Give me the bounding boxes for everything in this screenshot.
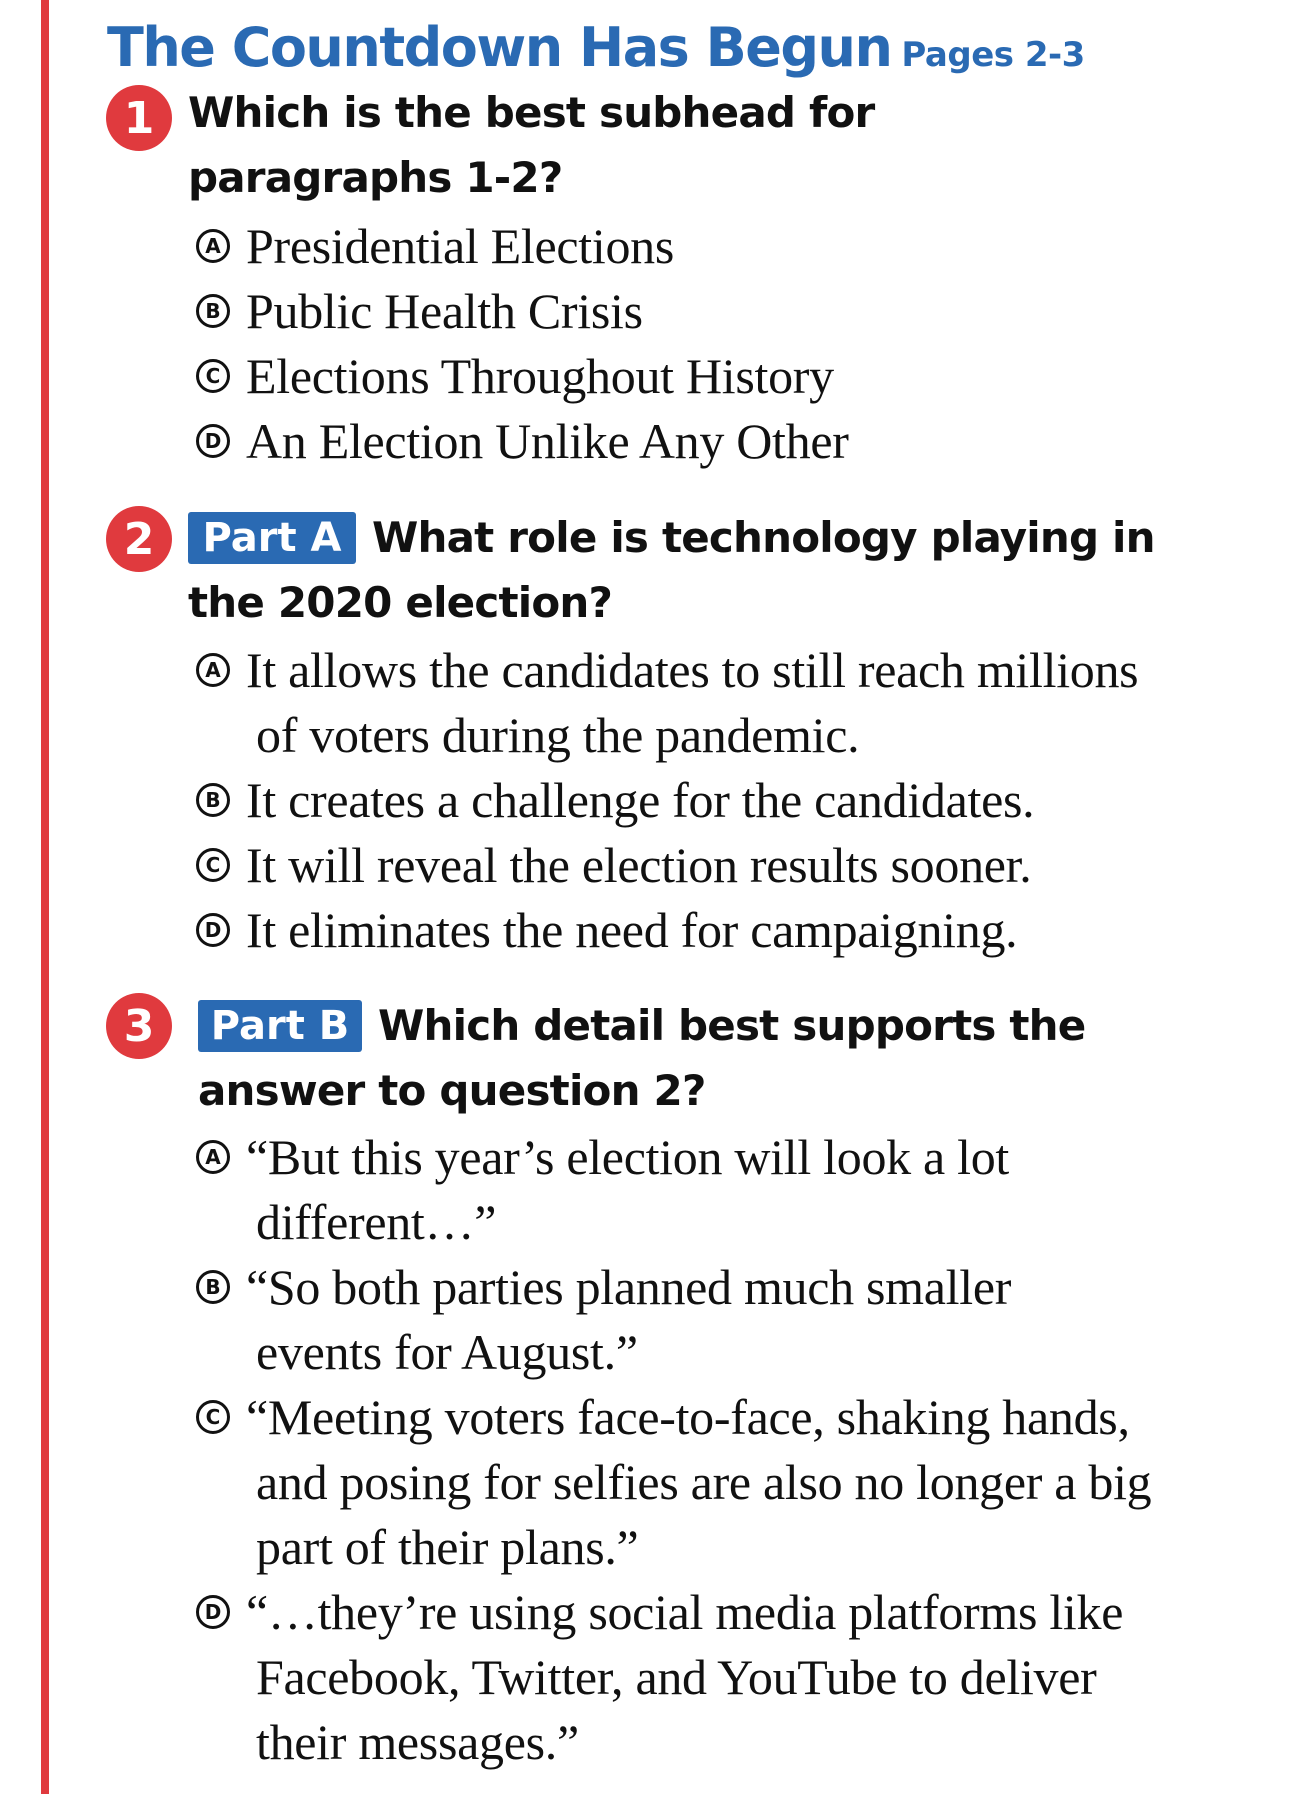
question-number-badge: 2 [106, 506, 172, 572]
option-text: Public Health Crisis [246, 283, 643, 339]
option-letter-circle: B [196, 1270, 230, 1304]
option-text: An Election Unlike Any Other [246, 413, 849, 469]
answer-option[interactable] [196, 771, 1034, 829]
option-letter-circle: D [196, 424, 230, 458]
option-text-continued: part of their plans.” [256, 1519, 639, 1575]
question-stem: paragraphs 1-2? [188, 153, 563, 202]
question-number-badge: 3 [106, 993, 172, 1059]
option-letter-circle: A [196, 229, 230, 263]
article-title: The Countdown Has Begun [107, 16, 892, 79]
answer-option[interactable] [196, 282, 643, 340]
question-stem: answer to question 2? [198, 1066, 706, 1115]
option-text: “But this year’s election will look a lot [246, 1129, 1010, 1185]
option-letter-circle: C [196, 848, 230, 882]
page-reference: Pages 2-3 [901, 35, 1085, 75]
question-stem: Which is the best subhead for [188, 88, 875, 137]
answer-option[interactable] [196, 836, 1031, 894]
question-stem: the 2020 election? [188, 578, 613, 627]
option-text-continued: their messages.” [256, 1714, 579, 1770]
option-letter-circle: D [196, 1595, 230, 1629]
question-number-badge: 1 [106, 85, 172, 151]
option-text-continued: of voters during the pandemic. [256, 707, 860, 763]
option-letter-circle: C [196, 359, 230, 393]
answer-option[interactable] [196, 1388, 1130, 1446]
option-letter-circle: D [196, 913, 230, 947]
answer-option[interactable] [196, 412, 849, 470]
option-text: It will reveal the election results sooner. [246, 837, 1032, 893]
option-text: It eliminates the need for campaigning. [246, 902, 1018, 958]
page-title [107, 16, 1085, 79]
answer-option[interactable] [196, 1583, 1123, 1641]
option-letter-circle: A [196, 653, 230, 687]
option-letter-circle: C [196, 1400, 230, 1434]
question-stem: What role is technology playing in [372, 513, 1155, 562]
answer-option[interactable] [196, 347, 834, 405]
option-text: It creates a challenge for the candidates. [246, 772, 1035, 828]
option-letter-circle: B [196, 294, 230, 328]
option-text: Elections Throughout History [246, 348, 834, 404]
part-label-badge: Part B [198, 1000, 362, 1052]
answer-option[interactable] [196, 641, 1138, 699]
option-text: “So both parties planned much smaller [246, 1259, 1012, 1315]
option-letter-circle: A [196, 1140, 230, 1174]
answer-option[interactable] [196, 1258, 1011, 1316]
question-stem: Which detail best supports the [378, 1001, 1086, 1050]
answer-option[interactable] [196, 901, 1017, 959]
left-margin-rule [41, 0, 49, 1794]
answer-option[interactable] [196, 1128, 1009, 1186]
option-text-continued: and posing for selfies are also no longer a big [256, 1454, 1152, 1510]
part-label-badge: Part A [188, 512, 356, 564]
option-letter-circle: B [196, 783, 230, 817]
option-text: It allows the candidates to still reach millions [246, 642, 1139, 698]
answer-option[interactable] [196, 217, 674, 275]
option-text: Presidential Elections [246, 218, 675, 274]
option-text: “Meeting voters face-to-face, shaking hands, [246, 1389, 1130, 1445]
option-text: “…they’re using social media platforms like [246, 1584, 1124, 1640]
option-text-continued: events for August.” [256, 1324, 638, 1380]
option-text-continued: different…” [256, 1194, 497, 1250]
option-text-continued: Facebook, Twitter, and YouTube to deliver [256, 1649, 1097, 1705]
